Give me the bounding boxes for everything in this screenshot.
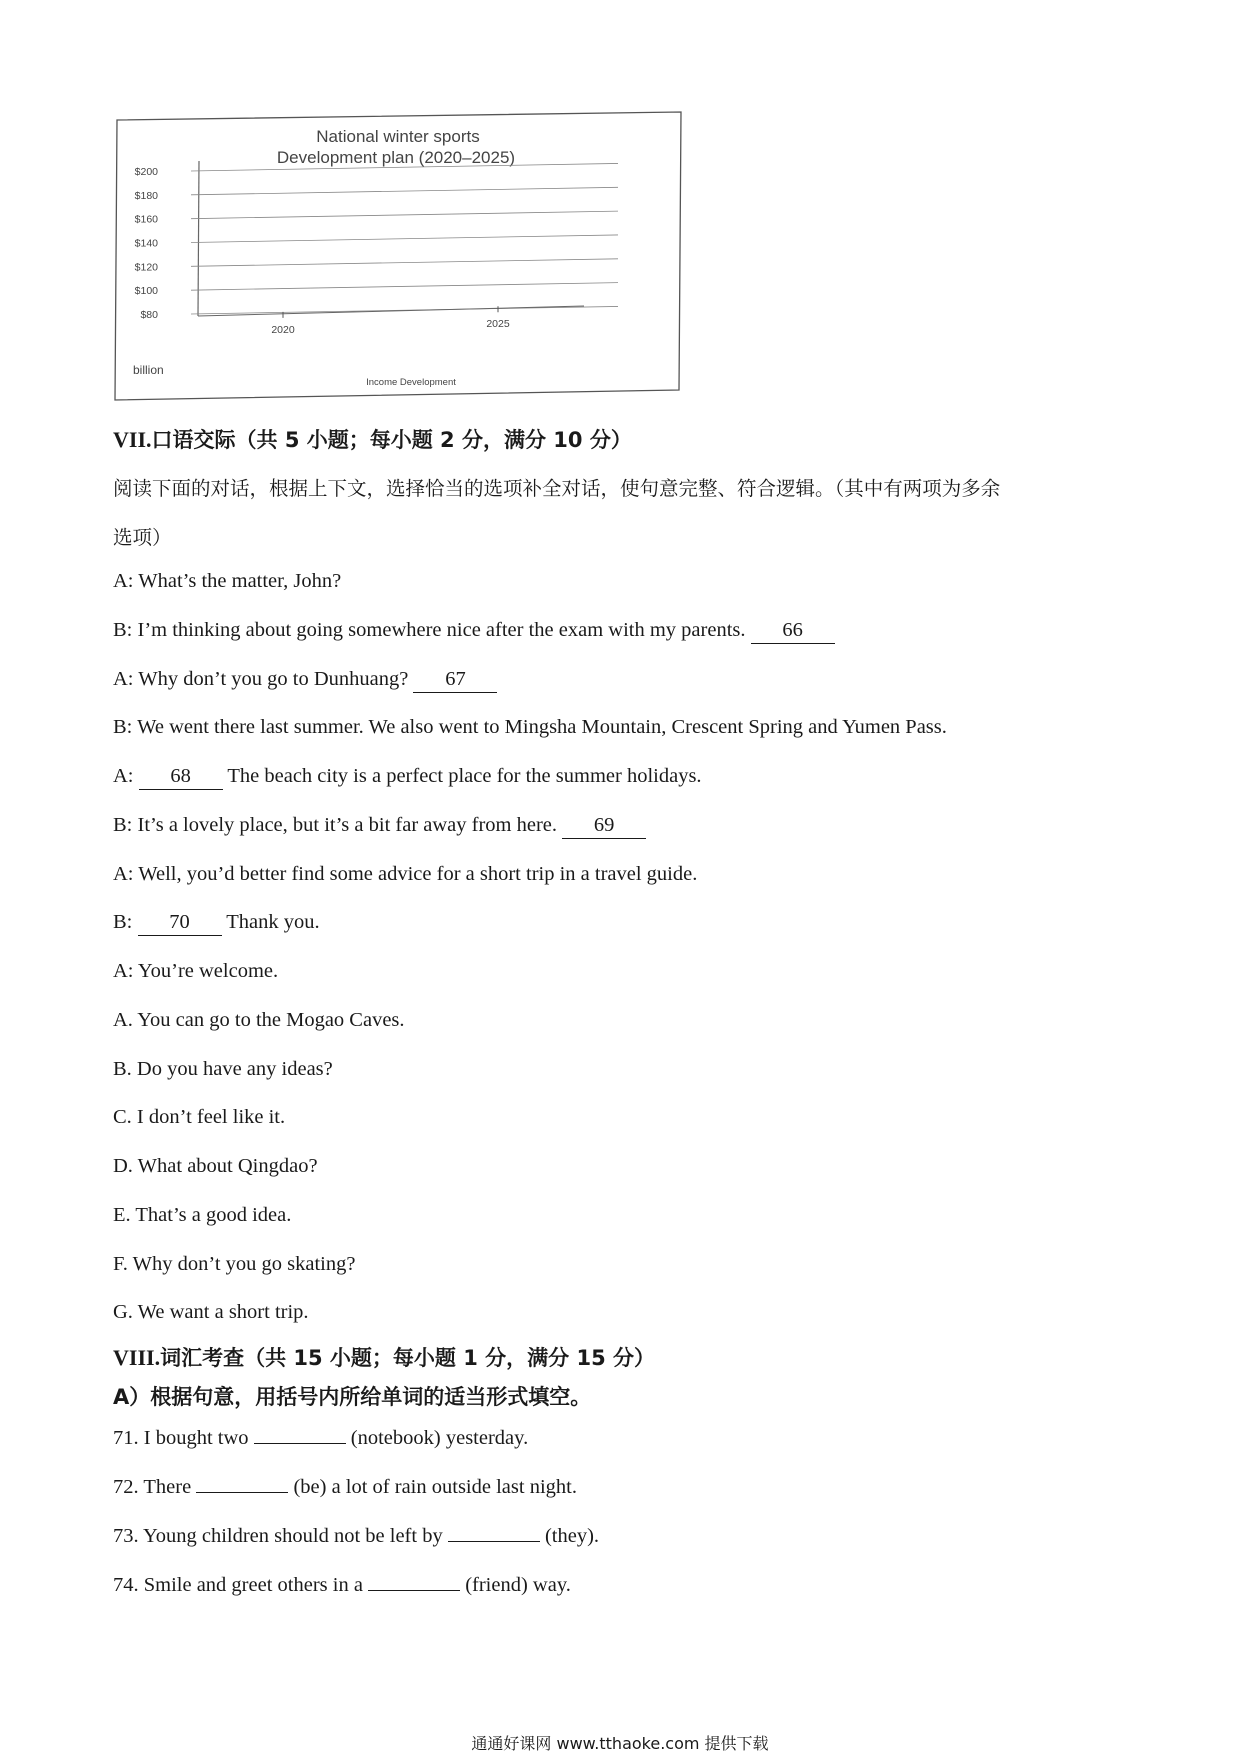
section-8-heading [113,1342,655,1372]
speaker: A: [113,570,134,592]
option-g: G. We want a short trip. [113,1301,309,1323]
question-text: 72. There [113,1476,192,1498]
question-73 [113,1523,599,1548]
chart-svg [113,108,685,406]
option-a: A. You can go to the Mogao Caves. [113,1009,405,1031]
dialog-line [113,570,341,593]
dialog-text: It’s a lovely place, but it’s a bit far away from here. [137,814,558,836]
speaker: B: [113,619,133,641]
answer-input-71[interactable] [254,1425,346,1444]
question-text: 74. Smile and greet others in a [113,1574,363,1596]
option-e: E. That’s a good idea. [113,1204,292,1226]
x-axis-label: Income Development [366,377,456,388]
answer-input-73[interactable] [448,1523,540,1542]
dialog-text: What’s the matter, John? [138,570,342,592]
dialog-text: I’m thinking about going somewhere nice after the exam with my parents. [137,619,746,641]
dialog-line [113,863,697,886]
y-tick-label: $160 [134,213,158,226]
dialog-text: We went there last summer. We also went to Mingsha Mountain, Crescent Spring and Yumen Pass. [137,716,947,738]
chart-title-line-2: Development plan (2020–2025) [276,148,516,167]
section-7-instruction-line-1: 阅读下面的对话，根据上下文，选择恰当的选项补全对话，使句意完整、符合逻辑。（其中有两项为多余 [113,477,1001,500]
section-7-number: VII. [113,427,152,452]
section-8-title: 词汇考查（共 15 小题；每小题 1 分，满分 15 分） [160,1346,656,1370]
option-f: F. Why don’t you go skating? [113,1253,356,1275]
section-7-heading [113,424,632,454]
question-hint: (be) a lot of rain outside last night. [293,1476,577,1498]
y-tick-label: $180 [134,189,158,202]
option-d: D. What about Qingdao? [113,1155,318,1177]
question-hint: (notebook) yesterday. [350,1427,529,1449]
answer-input-74[interactable] [368,1572,460,1591]
winter-sports-chart [113,108,685,406]
dialog-text: You’re welcome. [137,960,279,982]
speaker: B: [113,911,133,933]
section-8-subheading-text: A）根据句意，用括号内所给单词的适当形式填空。 [113,1385,592,1409]
dialog-line [113,765,702,790]
x-tick-label: 2025 [486,318,510,331]
section-7-title: 口语交际（共 5 小题；每小题 2 分，满分 10 分） [151,428,632,452]
answer-input-72[interactable] [196,1474,288,1493]
speaker: A: [113,765,134,787]
question-74 [113,1572,571,1597]
section-7-instruction-line-2: 选项） [113,526,172,549]
speaker: A: [113,668,134,690]
section-8-subheading [113,1381,591,1411]
dialog-text: Thank you. [226,911,320,933]
dialog-text: Well, you’d better find some advice for a short trip in a travel guide. [138,863,698,885]
speaker: A: [113,863,134,885]
speaker: B: [113,716,133,738]
section-8-number: VIII. [113,1345,161,1370]
question-hint: (they). [544,1525,600,1547]
page-footer: 通通好课网 www.tthaoke.com 提供下载 [471,1734,769,1753]
y-tick-label: $100 [134,285,158,298]
question-text: 73. Young children should not be left by [113,1525,443,1547]
answer-blank-66[interactable]: 66 [751,619,835,644]
y-tick-label: $140 [134,237,158,250]
question-text: 71. I bought two [113,1427,249,1449]
x-tick-label: 2020 [271,323,295,336]
speaker: B: [113,814,133,836]
question-72 [113,1474,577,1499]
y-tick-label: $80 [140,309,158,321]
dialog-line [113,911,320,936]
chart-title-line-1: National winter sports [316,127,480,146]
option-c: C. I don’t feel like it. [113,1106,286,1128]
answer-blank-67[interactable]: 67 [413,668,497,693]
dialog-line [113,814,646,839]
answer-blank-70[interactable]: 70 [138,911,222,936]
dialog-text: The beach city is a perfect place for the summer holidays. [227,765,702,787]
speaker: A: [113,960,134,982]
y-tick-label: $120 [134,261,158,274]
dialog-line [113,960,278,983]
question-hint: (friend) way. [465,1574,571,1596]
y-tick-label: $200 [134,166,158,178]
y-unit-label: billion [133,363,164,377]
question-71 [113,1425,528,1450]
dialog-line [113,619,835,644]
dialog-line [113,716,947,739]
answer-blank-68[interactable]: 68 [139,765,223,790]
option-b: B. Do you have any ideas? [113,1058,333,1080]
dialog-text: Why don’t you go to Dunhuang? [138,668,409,690]
answer-blank-69[interactable]: 69 [562,814,646,839]
dialog-line [113,668,497,693]
